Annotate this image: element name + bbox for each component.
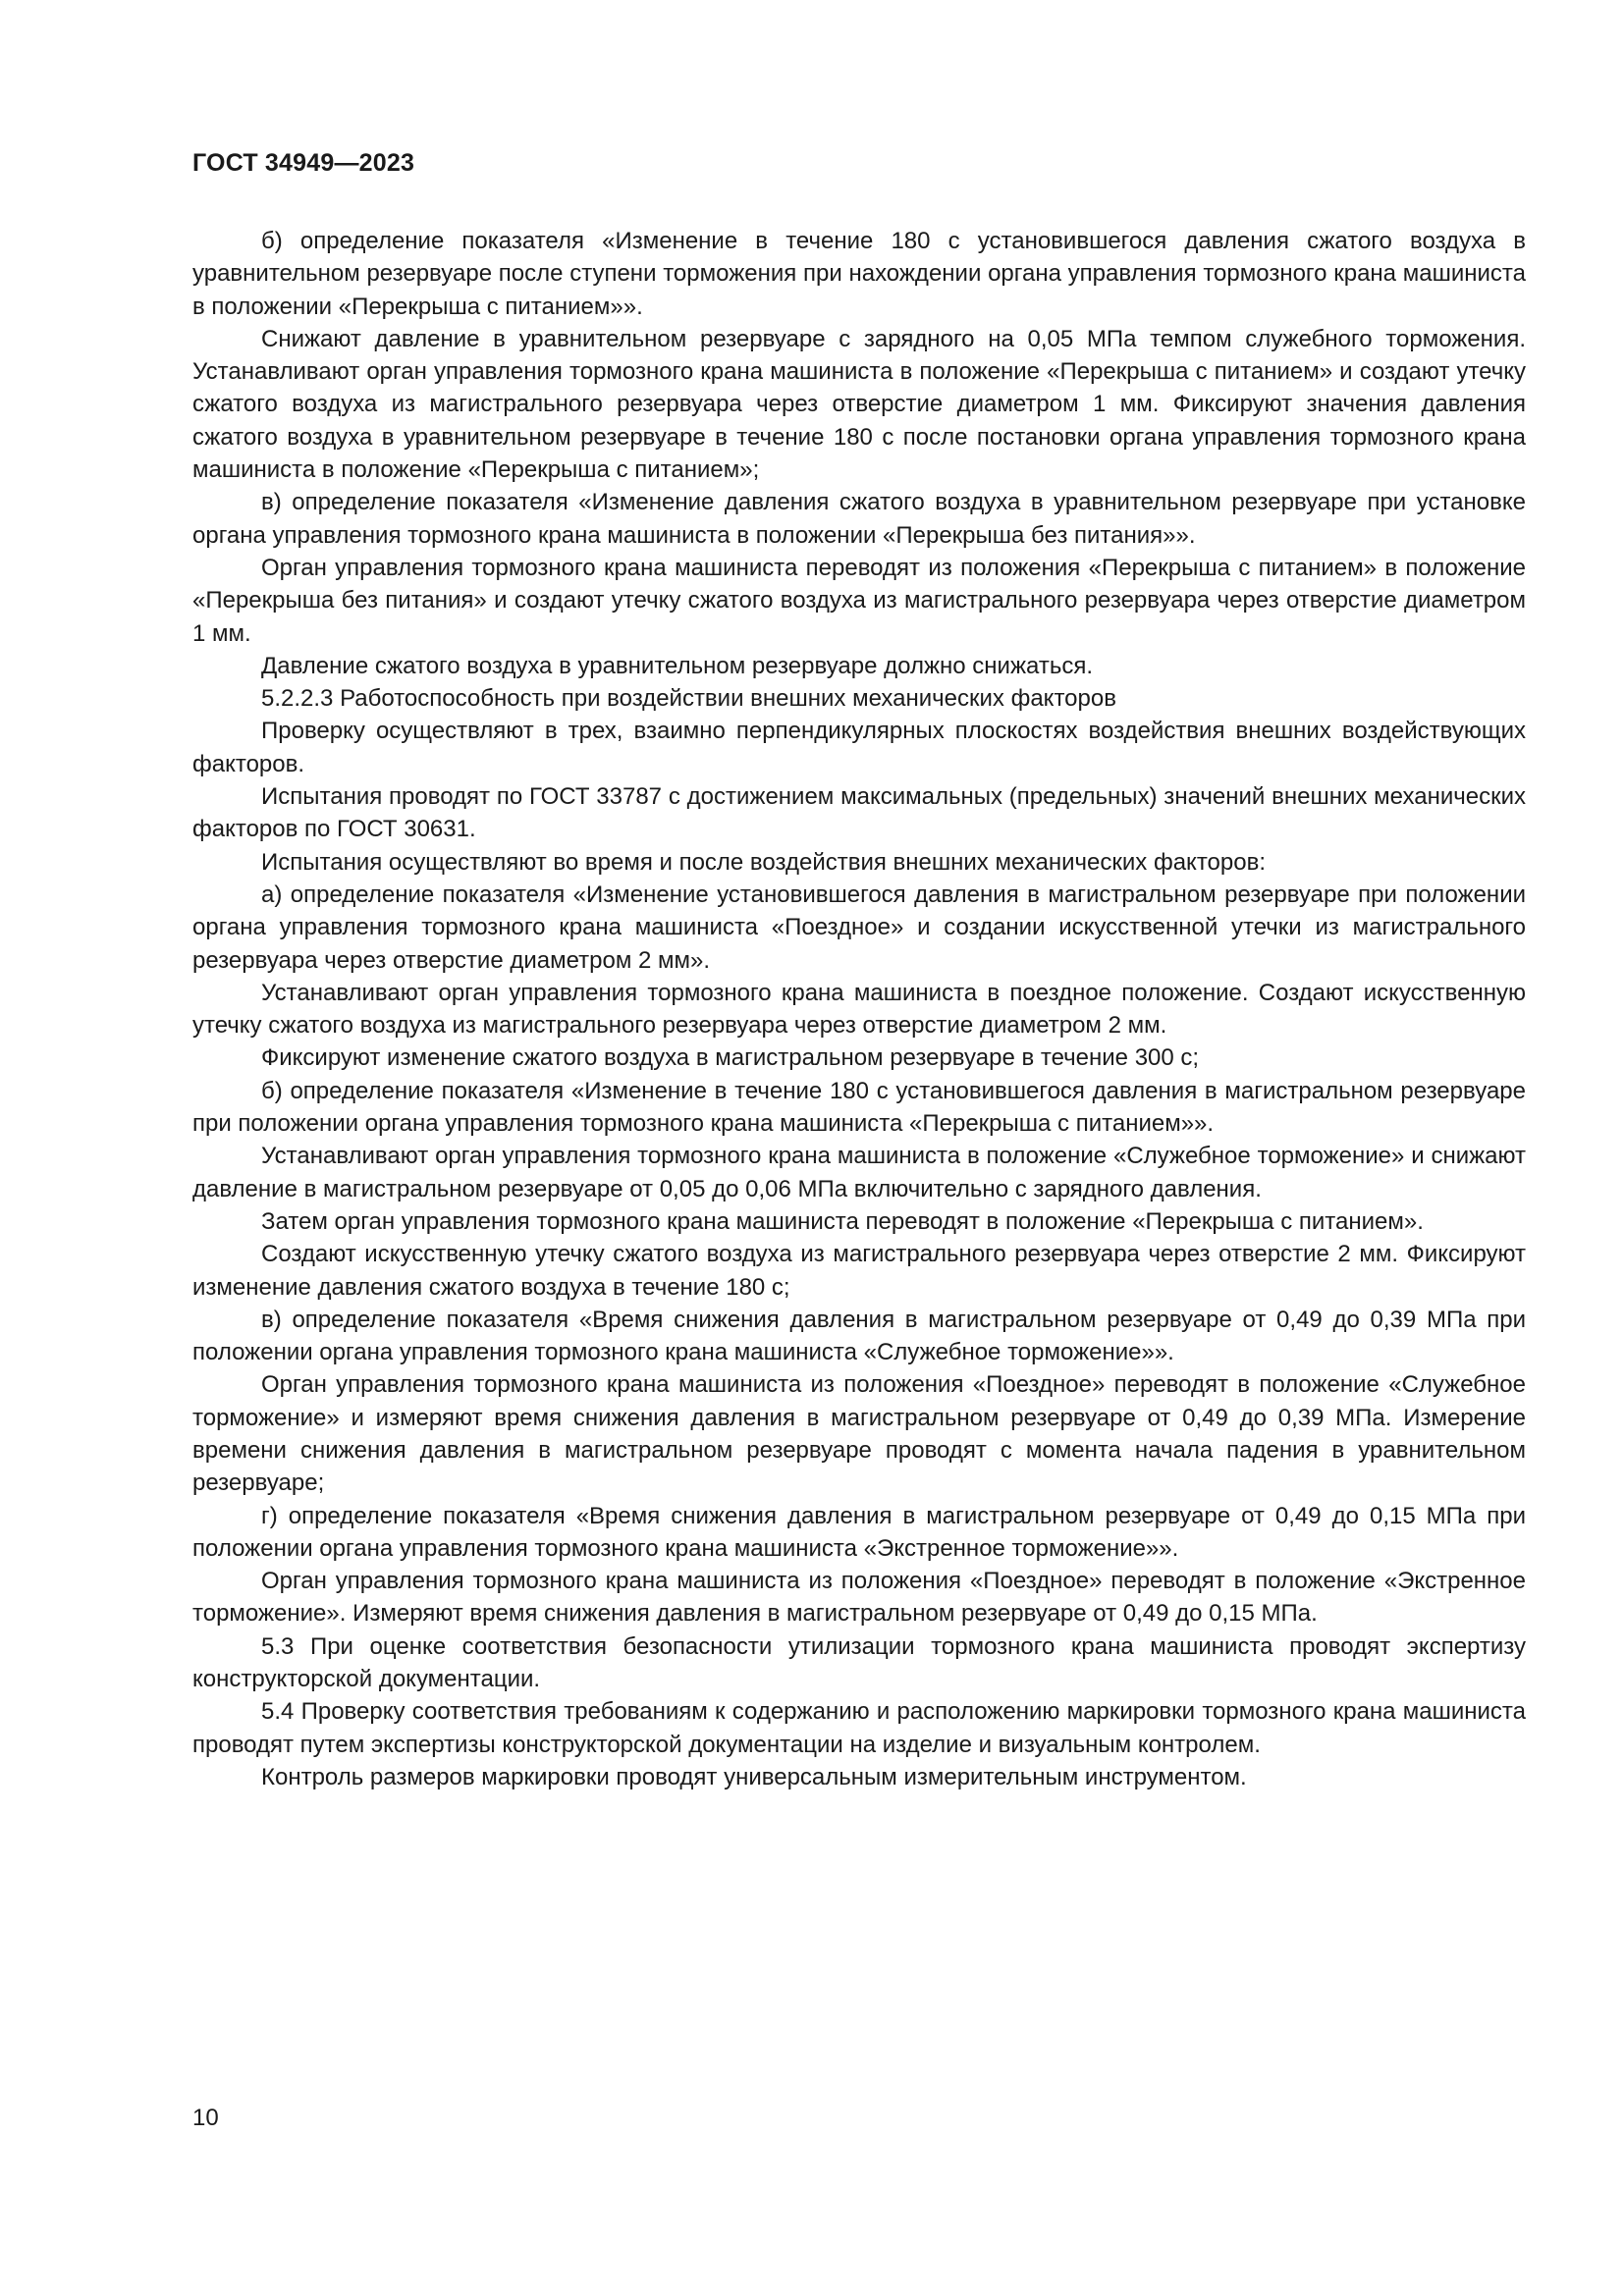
paragraph: Давление сжатого воздуха в уравнительном резервуаре должно снижаться. <box>261 652 1093 679</box>
paragraph: а) определение показателя «Изменение установившегося давления в магистральном резервуаре при положении органа управления тормозного крана машиниста «Поездное» и создании искусственной утечки из магистрального резервуара через отверстие диаметром 2 мм». <box>192 881 1526 974</box>
paragraph: Испытания осуществляют во время и после воздействия внешних механических факторов: <box>261 848 1266 876</box>
paragraph: 5.4 Проверку соответствия требованиям к содержанию и расположению маркировки тормозного крана машиниста проводят путем экспертизы конструкторской документации на изделие и визуальным контролем. <box>192 1698 1526 1758</box>
document-body <box>192 225 1526 1793</box>
page-number: 10 <box>192 2105 219 2131</box>
paragraph: в) определение показателя «Время снижения давления в магистральном резервуаре от 0,49 до 0,39 МПа при положении органа управления тормозного крана машиниста «Служебное торможение»». <box>192 1306 1526 1366</box>
paragraph: 5.3 При оценке соответствия безопасности утилизации тормозного крана машиниста проводят экспертизу конструкторской документации. <box>192 1632 1526 1693</box>
section-heading: 5.2.2.3 Работоспособность при воздействии внешних механических факторов <box>261 685 1116 713</box>
paragraph: Снижают давление в уравнительном резервуаре с зарядного на 0,05 МПа темпом служебного торможения. Устанавливают орган управления тормозного крана машиниста в положение «Перекрыша с питанием» и создают утечку сжатого воздуха из магистрального резервуара через отверстие диаметром 1 мм. Фиксируют значения давления сжатого воздуха в уравнительном резервуаре в течение 180 с после постановки органа управления тормозного крана машиниста в положение «Перекрыша с питанием»; <box>192 325 1526 484</box>
paragraph: Затем орган управления тормозного крана машиниста переводят в положение «Перекрыша с питанием». <box>261 1207 1424 1235</box>
paragraph: б) определение показателя «Изменение в течение 180 с установившегося давления в магистральном резервуаре при положении органа управления тормозного крана машиниста «Перекрыша с питанием»». <box>192 1077 1526 1138</box>
paragraph: Орган управления тормозного крана машиниста из положения «Поездное» переводят в положение «Экстренное торможение». Измеряют время снижения давления в магистральном резервуаре от 0,49 до 0,15 МПа. <box>192 1568 1526 1628</box>
paragraph: Фиксируют изменение сжатого воздуха в магистральном резервуаре в течение 300 с; <box>261 1044 1200 1072</box>
paragraph: в) определение показателя «Изменение давления сжатого воздуха в уравнительном резервуаре при установке органа управления тормозного крана машиниста в положении «Перекрыша без питания»». <box>192 489 1526 549</box>
paragraph: Орган управления тормозного крана машиниста переводят из положения «Перекрыша с питанием» в положение «Перекрыша без питания» и создают утечку сжатого воздуха из магистрального резервуара через отверстие диаметром 1 мм. <box>192 554 1526 647</box>
paragraph: Создают искусственную утечку сжатого воздуха из магистрального резервуара через отверстие 2 мм. Фиксируют изменение давления сжатого воздуха в течение 180 с; <box>192 1241 1526 1301</box>
paragraph: Проверку осуществляют в трех, взаимно перпендикулярных плоскостях воздействия внешних воздействующих факторов. <box>192 718 1526 777</box>
paragraph: Устанавливают орган управления тормозного крана машиниста в поездное положение. Создают искусственную утечку сжатого воздуха из магистрального резервуара через отверстие диаметром 2 мм. <box>192 979 1526 1040</box>
paragraph: Контроль размеров маркировки проводят универсальным измерительным инструментом. <box>261 1763 1247 1790</box>
document-header: ГОСТ 34949—2023 <box>192 149 415 177</box>
paragraph: Устанавливают орган управления тормозного крана машиниста в положение «Служебное торможение» и снижают давление в магистральном резервуаре от 0,05 до 0,06 МПа включительно с зарядного давления. <box>192 1143 1526 1202</box>
paragraph: Испытания проводят по ГОСТ 33787 с достижением максимальных (предельных) значений внешних механических факторов по ГОСТ 30631. <box>192 783 1526 843</box>
paragraph: г) определение показателя «Время снижения давления в магистральном резервуаре от 0,49 до 0,15 МПа при положении органа управления тормозного крана машиниста «Экстренное торможение»». <box>192 1502 1526 1562</box>
paragraph: б) определение показателя «Изменение в течение 180 с установившегося давления сжатого воздуха в уравнительном резервуаре после ступени торможения при нахождении органа управления тормозного крана машиниста в положении «Перекрыша с питанием»». <box>192 228 1526 320</box>
paragraph: Орган управления тормозного крана машиниста из положения «Поездное» переводят в положение «Служебное торможение» и измеряют время снижения давления в магистральном резервуаре от 0,49 до 0,39 МПа. Измерение времени снижения давления в магистральном резервуаре проводят с момента начала падения в уравнительном резервуаре; <box>192 1371 1526 1497</box>
